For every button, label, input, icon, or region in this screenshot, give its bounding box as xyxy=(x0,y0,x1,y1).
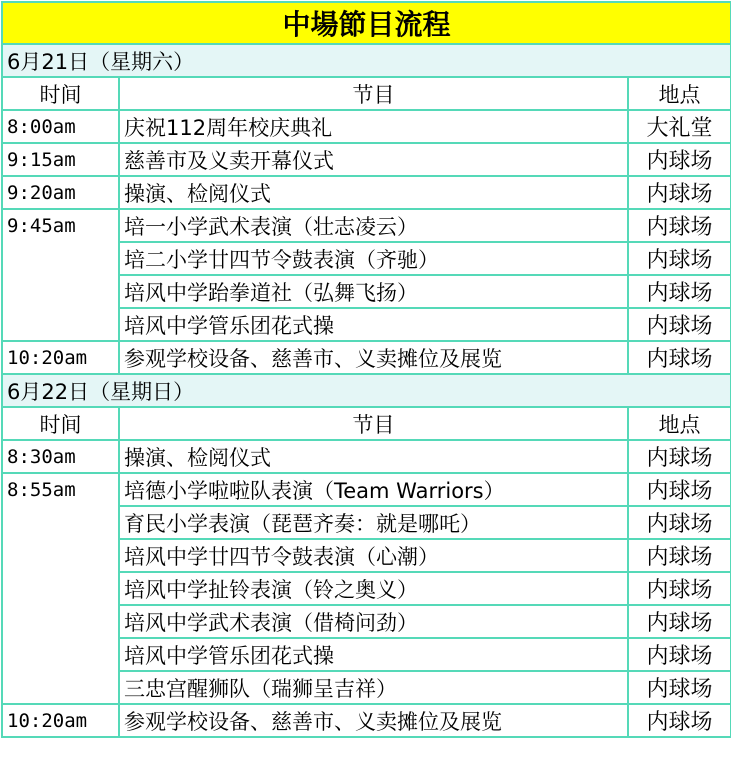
program-cell: 培一小学武术表演（壮志凌云） xyxy=(119,209,628,242)
day-row xyxy=(2,44,731,77)
venue-cell: 内球场 xyxy=(628,638,731,671)
program-cell: 育民小学表演（琵琶齐奏：就是哪吒） xyxy=(119,506,628,539)
venue-cell: 内球场 xyxy=(628,242,731,275)
schedule-table xyxy=(1,1,731,738)
program-cell: 培风中学跆拳道社（弘舞飞扬） xyxy=(119,275,628,308)
venue-cell: 内球场 xyxy=(628,539,731,572)
time-cell: 9:15am xyxy=(2,143,119,176)
program-cell: 慈善市及义卖开幕仪式 xyxy=(119,143,628,176)
venue-cell: 内球场 xyxy=(628,143,731,176)
venue-cell: 内球场 xyxy=(628,671,731,704)
time-cell: 10:20am xyxy=(2,704,119,737)
venue-cell: 内球场 xyxy=(628,275,731,308)
program-cell: 培风中学管乐团花式操 xyxy=(119,638,628,671)
venue-cell: 内球场 xyxy=(628,440,731,473)
program-cell: 培风中学扯铃表演（铃之奥义） xyxy=(119,572,628,605)
venue-cell: 内球场 xyxy=(628,176,731,209)
time-cell: 9:45am xyxy=(2,209,119,341)
time-cell: 8:55am xyxy=(2,473,119,704)
table-row xyxy=(2,473,731,506)
program-cell: 操演、检阅仪式 xyxy=(119,440,628,473)
table-row xyxy=(2,440,731,473)
venue-cell: 大礼堂 xyxy=(628,110,731,143)
header-program: 节目 xyxy=(119,77,628,110)
time-cell: 9:20am xyxy=(2,176,119,209)
day-label: 6月22日（星期日） xyxy=(2,374,731,407)
program-cell: 操演、检阅仪式 xyxy=(119,176,628,209)
program-cell: 庆祝112周年校庆典礼 xyxy=(119,110,628,143)
table-row xyxy=(2,176,731,209)
title-row xyxy=(2,2,731,44)
header-program: 节目 xyxy=(119,407,628,440)
table-row xyxy=(2,209,731,242)
time-cell: 10:20am xyxy=(2,341,119,374)
venue-cell: 内球场 xyxy=(628,704,731,737)
program-cell: 培风中学管乐团花式操 xyxy=(119,308,628,341)
header-time: 时间 xyxy=(2,77,119,110)
header-row xyxy=(2,407,731,440)
table-row xyxy=(2,143,731,176)
page-title: 中場節目流程 xyxy=(2,2,731,44)
header-venue: 地点 xyxy=(628,407,731,440)
table-row xyxy=(2,704,731,737)
venue-cell: 内球场 xyxy=(628,341,731,374)
program-cell: 参观学校设备、慈善市、义卖摊位及展览 xyxy=(119,341,628,374)
venue-cell: 内球场 xyxy=(628,209,731,242)
venue-cell: 内球场 xyxy=(628,308,731,341)
program-cell: 三忠宫醒狮队（瑞狮呈吉祥） xyxy=(119,671,628,704)
header-time: 时间 xyxy=(2,407,119,440)
program-cell: 参观学校设备、慈善市、义卖摊位及展览 xyxy=(119,704,628,737)
time-cell: 8:30am xyxy=(2,440,119,473)
program-cell: 培风中学武术表演（借椅问劲） xyxy=(119,605,628,638)
table-row xyxy=(2,110,731,143)
day-label: 6月21日（星期六） xyxy=(2,44,731,77)
time-cell: 8:00am xyxy=(2,110,119,143)
schedule-body xyxy=(2,2,731,737)
header-row xyxy=(2,77,731,110)
header-venue: 地点 xyxy=(628,77,731,110)
venue-cell: 内球场 xyxy=(628,506,731,539)
program-cell: 培风中学廿四节令鼓表演（心潮） xyxy=(119,539,628,572)
venue-cell: 内球场 xyxy=(628,473,731,506)
venue-cell: 内球场 xyxy=(628,572,731,605)
day-row xyxy=(2,374,731,407)
venue-cell: 内球场 xyxy=(628,605,731,638)
program-cell: 培德小学啦啦队表演（Team Warriors） xyxy=(119,473,628,506)
table-row xyxy=(2,341,731,374)
program-cell: 培二小学廿四节令鼓表演（齐驰） xyxy=(119,242,628,275)
